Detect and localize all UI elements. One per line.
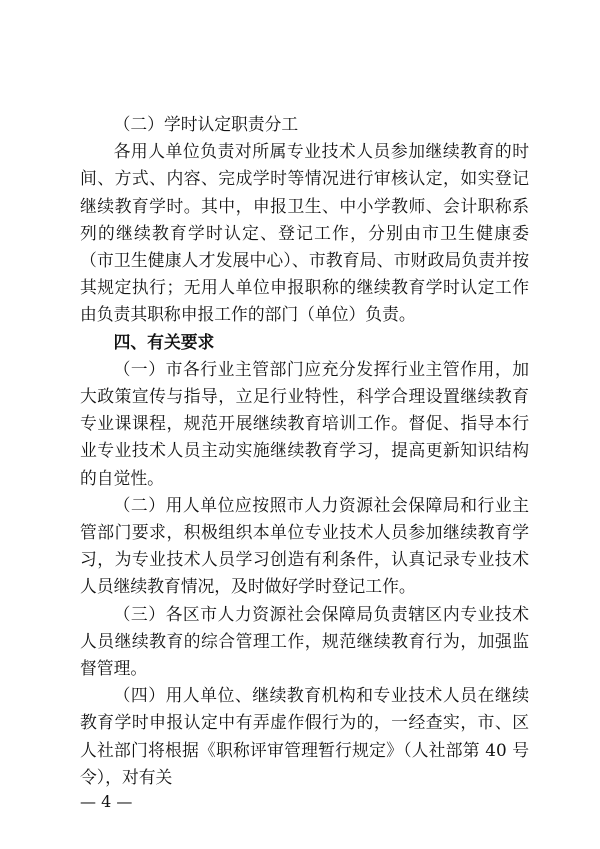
requirement-item-2: （二）用人单位应按照市人力资源社会保障局和行业主管部门要求，积极组织本单位专业技术人员参加继续教育学习，为专业技术人员学习创造有利条件，认真记录专业技术人员继续教育情况，及时做好学时登记工作。 bbox=[80, 494, 529, 597]
requirement-item-4: （四）用人单位、继续教育机构和专业技术人员在继续教育学时申报认定中有弄虚作假行为的，一经查实，市、区人社部门将根据《职称评审管理暂行规定》（人社部第 40 号令），对有关 bbox=[80, 685, 529, 787]
section-heading-requirements: 四、有关要求 bbox=[113, 331, 215, 352]
page-number: — 4 — bbox=[80, 792, 133, 811]
section-heading-duty-division: （二）学时认定职责分工 bbox=[113, 114, 299, 134]
requirement-item-3: （三）各区市人力资源社会保障局负责辖区内专业技术人员继续教育的综合管理工作，规范继续教育行为，加强监督管理。 bbox=[80, 603, 529, 679]
document-body bbox=[80, 111, 529, 791]
paragraph-duty-division: 各用人单位负责对所属专业技术人员参加继续教育的时间、方式、内容、完成学时等情况进行审核认定，如实登记继续教育学时。其中，申报卫生、中小学教师、会计职称系列的继续教育学时认定、登记工作，分别由市卫生健康委（市卫生健康人才发展中心）、市教育局、市财政局负责并按其规定执行；无用人单位申报职称的继续教育学时认定工作由负责其职称申报工作的部门（单位）负责。 bbox=[80, 141, 529, 325]
requirement-item-1: （一）市各行业主管部门应充分发挥行业主管作用，加大政策宣传与指导，立足行业特性，科学合理设置继续教育专业课课程，规范开展继续教育培训工作。督促、指导本行业专业技术人员主动实施继续教育学习，提高更新知识结构的自觉性。 bbox=[80, 358, 529, 488]
